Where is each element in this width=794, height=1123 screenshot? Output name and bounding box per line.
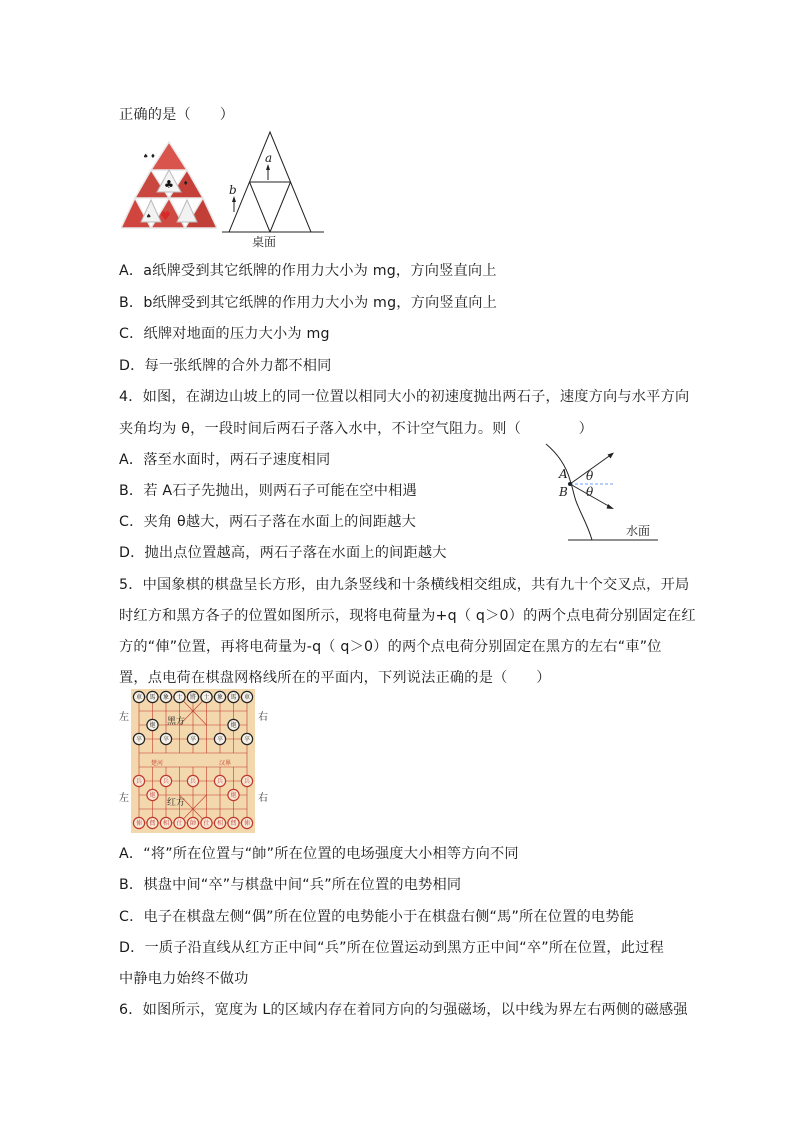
svg-text:俥: 俥 <box>243 820 251 828</box>
chess-board <box>131 689 255 833</box>
black-piece <box>201 691 212 702</box>
red-piece <box>133 817 144 828</box>
svg-text:炮: 炮 <box>149 722 156 730</box>
red-piece <box>160 817 171 828</box>
black-piece <box>133 733 144 744</box>
svg-text:兵: 兵 <box>162 778 170 786</box>
black-piece <box>228 691 239 702</box>
svg-text:象: 象 <box>216 694 224 702</box>
black-piece <box>214 733 225 744</box>
red-piece <box>147 789 158 800</box>
question5-line2: 时红方和黑方各子的位置如图所示，现将电荷量为+q（ q＞0）的两个点电荷分别固定在红 <box>119 608 696 624</box>
option-5d-line1: D．一质子沿直线从红方正中间“兵”所在位置运动到黑方正中间“卒”所在位置，此过程 <box>119 940 664 956</box>
svg-text:象: 象 <box>162 694 170 702</box>
red-piece <box>241 775 252 786</box>
svg-text:馬: 馬 <box>149 694 156 702</box>
svg-text:卒: 卒 <box>243 736 251 744</box>
svg-text:♥: ♥ <box>160 209 171 223</box>
svg-text:炮: 炮 <box>230 792 237 800</box>
red-piece <box>214 775 225 786</box>
option-5c: C．电子在棋盘左侧“偶”所在位置的电势能小于在棋盘右侧“馬”所在位置的电势能 <box>119 909 635 925</box>
black-piece <box>147 719 158 730</box>
red-piece <box>147 817 158 828</box>
option-4c: C．夹角 θ越大，两石子落在水面上的间距越大 <box>119 514 417 530</box>
red-piece <box>214 817 225 828</box>
black-piece <box>160 691 171 702</box>
svg-text:相: 相 <box>216 820 224 828</box>
svg-text:卒: 卒 <box>216 736 224 744</box>
option-3a: A．a纸牌受到其它纸牌的作用力大小为 mg，方向竖直向上 <box>119 263 497 279</box>
svg-text:炮: 炮 <box>230 722 237 730</box>
black-piece <box>133 691 144 702</box>
red-piece <box>241 817 252 828</box>
card-pyramid-photo <box>121 140 217 232</box>
question4-line2: 夹角均为 θ，一段时间后两石子落入水中，不计空气阻力。则（ ） <box>119 421 593 437</box>
svg-text:車: 車 <box>135 694 143 702</box>
water-label: 水面 <box>626 524 651 538</box>
label-left-top: 左 <box>119 712 129 723</box>
svg-text:卒: 卒 <box>135 736 143 744</box>
stones-throw-diagram <box>530 440 665 548</box>
svg-text:兵: 兵 <box>135 778 143 786</box>
red-piece <box>160 775 171 786</box>
theta-lower: θ <box>586 485 594 499</box>
svg-text:相: 相 <box>162 820 170 828</box>
black-piece <box>160 733 171 744</box>
svg-text:♠ ♦: ♠ ♦ <box>143 153 156 160</box>
question3-tail: 正确的是（ ） <box>119 107 235 123</box>
red-piece <box>201 817 212 828</box>
question5-line4: 置，点电荷在棋盘网格线所在的平面内，下列说法正确的是（ ） <box>119 670 551 686</box>
black-piece <box>187 691 198 702</box>
black-side-label: 黑方 <box>167 717 186 727</box>
black-piece <box>228 719 239 730</box>
svg-text:兵: 兵 <box>189 778 197 786</box>
red-side-label: 红方 <box>167 798 186 808</box>
svg-text:將: 將 <box>189 694 197 702</box>
svg-text:兵: 兵 <box>243 778 251 786</box>
black-piece <box>241 691 252 702</box>
question6-line1: 6．如图所示，宽度为 L的区域内存在着同方向的匀强磁场，以中线为界左右两侧的磁感强 <box>119 1002 688 1018</box>
svg-text:♠: ♠ <box>146 213 152 220</box>
svg-text:仕: 仕 <box>176 820 183 828</box>
svg-text:♦: ♦ <box>183 180 189 187</box>
svg-text:兵: 兵 <box>216 778 224 786</box>
black-piece <box>241 733 252 744</box>
svg-text:卒: 卒 <box>162 736 170 744</box>
option-5d-line2: 中静电力始终不做功 <box>119 971 249 987</box>
theta-upper: θ <box>586 469 594 483</box>
label-right-bottom: 右 <box>258 793 268 804</box>
svg-text:仕: 仕 <box>203 820 210 828</box>
svg-text:俥: 俥 <box>135 820 143 828</box>
option-4a: A．落至水面时，两石子速度相同 <box>119 452 331 468</box>
force-label-a: a <box>265 151 273 165</box>
option-3d: D．每一张纸牌的合外力都不相同 <box>119 358 332 374</box>
option-4d: D．抛出点位置越高，两石子落在水面上的间距越大 <box>119 545 447 561</box>
black-piece <box>174 691 185 702</box>
question5-line1: 5．中国象棋的棋盘呈长方形，由九条竖线和十条横线相交组成，共有九十个交叉点，开局 <box>119 577 690 593</box>
label-right-top: 右 <box>258 712 268 723</box>
black-piece <box>214 691 225 702</box>
svg-text:士: 士 <box>203 694 210 702</box>
svg-text:車: 車 <box>243 694 251 702</box>
svg-text:傌: 傌 <box>230 820 237 828</box>
red-piece <box>174 817 185 828</box>
red-piece <box>228 789 239 800</box>
svg-text:炮: 炮 <box>149 792 156 800</box>
svg-text:卒: 卒 <box>189 736 197 744</box>
question4-line1: 4．如图，在湖边山坡上的同一位置以相同大小的初速度抛出两石子，速度方向与水平方向 <box>119 389 690 405</box>
svg-text:馬: 馬 <box>230 694 237 702</box>
option-4b: B．若 A石子先抛出，则两石子可能在空中相遇 <box>119 483 417 499</box>
option-5b: B．棋盘中间“卒”与棋盘中间“兵”所在位置的电势相同 <box>119 877 462 893</box>
red-piece <box>187 775 198 786</box>
svg-text:♣: ♣ <box>164 178 174 191</box>
label-B: B <box>559 485 568 499</box>
question5-line3: 方的“俥”位置，再将电荷量为-q（ q＞0）的两个点电荷分别固定在黑方的左右“車”位 <box>119 639 662 655</box>
red-piece <box>133 775 144 786</box>
option-5a: A．“将”所在位置与“帥”所在位置的电场强度大小相等方向不同 <box>119 846 519 862</box>
label-left-bottom: 左 <box>119 793 129 804</box>
option-3b: B．b纸牌受到其它纸牌的作用力大小为 mg，方向竖直向上 <box>119 295 497 311</box>
svg-text:帥: 帥 <box>189 820 197 828</box>
svg-text:傌: 傌 <box>149 820 156 828</box>
option-3c: C．纸牌对地面的压力大小为 mg <box>119 326 330 342</box>
black-piece <box>187 733 198 744</box>
table-label: 桌面 <box>252 235 277 249</box>
card-pyramid-diagram <box>220 128 326 250</box>
svg-text:士: 士 <box>176 694 183 702</box>
force-label-b: b <box>229 183 237 197</box>
river-left: 楚河 <box>151 760 164 767</box>
red-piece <box>228 817 239 828</box>
red-piece <box>187 817 198 828</box>
black-piece <box>147 691 158 702</box>
river-right: 汉界 <box>219 760 232 767</box>
label-A: A <box>559 467 568 481</box>
